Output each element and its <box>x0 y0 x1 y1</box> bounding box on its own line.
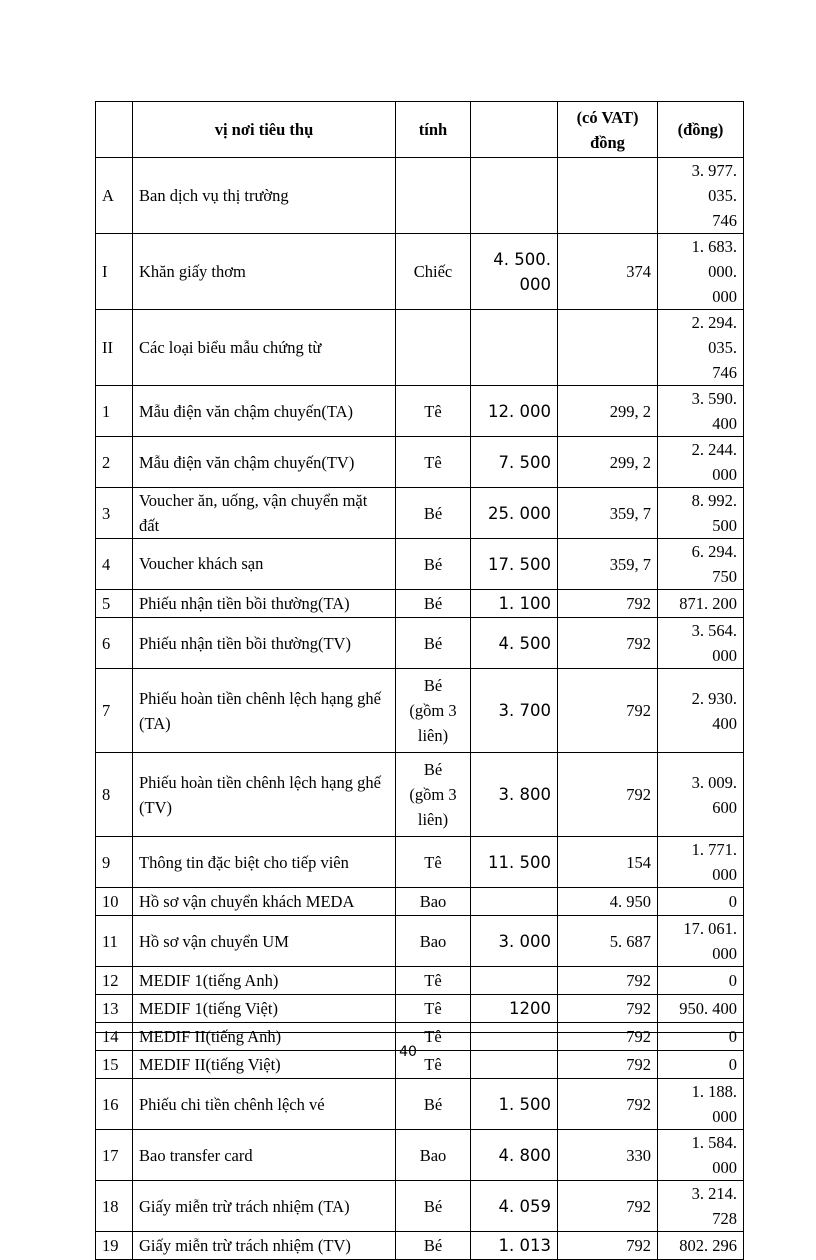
cell-amount: 950. 400 <box>658 995 744 1023</box>
cell-unit-price <box>558 310 658 386</box>
cell-item-name: Voucher khách sạn <box>133 539 396 590</box>
cell-item-name: Giấy miễn trừ trách nhiệm (TV) <box>133 1232 396 1260</box>
cell-unit-price: 792 <box>558 753 658 837</box>
table-row <box>96 967 744 995</box>
cell-item-name: Mẫu điện văn chậm chuyến(TV) <box>133 437 396 488</box>
table-row <box>96 618 744 669</box>
table-row <box>96 916 744 967</box>
cell-unit-price: 5. 687 <box>558 916 658 967</box>
cell-amount: 2. 930. 400 <box>658 669 744 753</box>
cell-quantity: 12. 000 <box>471 386 558 437</box>
cell-item-name: MEDIF II(tiếng Việt) <box>133 1051 396 1079</box>
cell-row-number: 11 <box>96 916 133 967</box>
cell-item-name: MEDIF II(tiếng Anh) <box>133 1023 396 1051</box>
cell-unit-price: 792 <box>558 1232 658 1260</box>
cell-item-name: Bao transfer card <box>133 1130 396 1181</box>
cell-item-name: Mẫu điện văn chậm chuyến(TA) <box>133 386 396 437</box>
cell-unit: Bé <box>396 1181 471 1232</box>
table-row <box>96 310 744 386</box>
table-row <box>96 539 744 590</box>
cell-unit-price: 792 <box>558 669 658 753</box>
cell-unit: Tê <box>396 1051 471 1079</box>
cell-quantity: 11. 500 <box>471 837 558 888</box>
cell-quantity: 1. 100 <box>471 590 558 618</box>
cell-unit-price: 792 <box>558 1023 658 1051</box>
cell-quantity: 4. 500. 000 <box>471 234 558 310</box>
cell-row-number: A <box>96 158 133 234</box>
cell-unit: Chiếc <box>396 234 471 310</box>
cell-row-number: 7 <box>96 669 133 753</box>
cell-unit-price: 154 <box>558 837 658 888</box>
cell-amount: 2. 244. 000 <box>658 437 744 488</box>
footer-rule <box>95 1032 743 1033</box>
cell-unit: Tê <box>396 1023 471 1051</box>
cell-item-name: Phiếu chi tiền chênh lệch vé <box>133 1079 396 1130</box>
cell-quantity: 3. 000 <box>471 916 558 967</box>
table-row <box>96 1181 744 1232</box>
cell-item-name: Giấy miễn trừ trách nhiệm (TA) <box>133 1181 396 1232</box>
table-row <box>96 888 744 916</box>
cell-row-number: 4 <box>96 539 133 590</box>
cell-item-name: Hồ sơ vận chuyển UM <box>133 916 396 967</box>
cell-unit: Tê <box>396 386 471 437</box>
cell-row-number: 19 <box>96 1232 133 1260</box>
table-row <box>96 837 744 888</box>
cell-unit-price <box>558 158 658 234</box>
cell-item-name: Phiếu nhận tiền bồi thường(TA) <box>133 590 396 618</box>
cell-amount: 3. 009. 600 <box>658 753 744 837</box>
cell-row-number: I <box>96 234 133 310</box>
cell-quantity <box>471 888 558 916</box>
cell-unit: Bé <box>396 539 471 590</box>
cell-amount: 6. 294. 750 <box>658 539 744 590</box>
cell-unit: Tê <box>396 837 471 888</box>
table-row <box>96 669 744 753</box>
cell-unit-price: 792 <box>558 1051 658 1079</box>
cell-amount: 1. 683. 000. 000 <box>658 234 744 310</box>
cell-unit-price: 374 <box>558 234 658 310</box>
cell-quantity: 1. 013 <box>471 1232 558 1260</box>
cell-row-number: 2 <box>96 437 133 488</box>
cell-row-number: 18 <box>96 1181 133 1232</box>
table-row <box>96 753 744 837</box>
cell-unit-price: 299, 2 <box>558 386 658 437</box>
table-row <box>96 488 744 539</box>
cell-row-number: 17 <box>96 1130 133 1181</box>
cell-item-name: Hồ sơ vận chuyển khách MEDA <box>133 888 396 916</box>
cell-unit-price: 330 <box>558 1130 658 1181</box>
cell-amount: 802. 296 <box>658 1232 744 1260</box>
cell-quantity: 4. 500 <box>471 618 558 669</box>
cell-amount: 871. 200 <box>658 590 744 618</box>
header-item-name: vị nơi tiêu thụ <box>133 102 396 158</box>
cell-unit-price: 299, 2 <box>558 437 658 488</box>
cell-row-number: 12 <box>96 967 133 995</box>
cell-unit <box>396 158 471 234</box>
table-row <box>96 386 744 437</box>
cell-unit: Tê <box>396 995 471 1023</box>
cell-unit-price: 359, 7 <box>558 539 658 590</box>
cell-quantity <box>471 158 558 234</box>
cell-unit <box>396 310 471 386</box>
cell-quantity <box>471 967 558 995</box>
cell-unit: Bé (gồm 3 liên) <box>396 669 471 753</box>
cell-item-name: Khăn giấy thơm <box>133 234 396 310</box>
cell-unit: Bao <box>396 1130 471 1181</box>
cell-item-name: Phiếu hoàn tiền chênh lệch hạng ghế (TA) <box>133 669 396 753</box>
cell-quantity <box>471 310 558 386</box>
report-table <box>95 101 744 1260</box>
header-amount: (đồng) <box>658 102 744 158</box>
cell-amount: 3. 977. 035. 746 <box>658 158 744 234</box>
cell-unit-price: 792 <box>558 967 658 995</box>
cell-unit: Bao <box>396 916 471 967</box>
cell-quantity: 25. 000 <box>471 488 558 539</box>
page-number: 40 <box>399 1044 417 1060</box>
cell-unit-price: 792 <box>558 1181 658 1232</box>
cell-unit-price: 792 <box>558 995 658 1023</box>
header-row-number <box>96 102 133 158</box>
cell-amount: 0 <box>658 1023 744 1051</box>
cell-quantity: 4. 800 <box>471 1130 558 1181</box>
cell-quantity: 4. 059 <box>471 1181 558 1232</box>
cell-row-number: 14 <box>96 1023 133 1051</box>
cell-item-name: Thông tin đặc biệt cho tiếp viên <box>133 837 396 888</box>
cell-quantity: 3. 700 <box>471 669 558 753</box>
table-row <box>96 995 744 1023</box>
cell-unit-price: 4. 950 <box>558 888 658 916</box>
cell-amount: 0 <box>658 967 744 995</box>
cell-quantity: 7. 500 <box>471 437 558 488</box>
cell-unit: Bé <box>396 1079 471 1130</box>
cell-amount: 1. 771. 000 <box>658 837 744 888</box>
cell-row-number: 8 <box>96 753 133 837</box>
cell-unit: Bé <box>396 618 471 669</box>
cell-unit-price: 359, 7 <box>558 488 658 539</box>
table-row <box>96 158 744 234</box>
cell-unit: Bé (gồm 3 liên) <box>396 753 471 837</box>
cell-quantity: 1200 <box>471 995 558 1023</box>
cell-item-name: Các loại biểu mẫu chứng từ <box>133 310 396 386</box>
header-unit: tính <box>396 102 471 158</box>
cell-unit: Tê <box>396 967 471 995</box>
cell-unit: Bé <box>396 590 471 618</box>
cell-item-name: Voucher ăn, uống, vận chuyển mặt đất <box>133 488 396 539</box>
cell-amount: 17. 061. 000 <box>658 916 744 967</box>
table-row <box>96 1079 744 1130</box>
table-row <box>96 437 744 488</box>
cell-unit: Bé <box>396 1232 471 1260</box>
cell-item-name: MEDIF 1(tiếng Việt) <box>133 995 396 1023</box>
cell-row-number: 6 <box>96 618 133 669</box>
table-row <box>96 1232 744 1260</box>
cell-row-number: 3 <box>96 488 133 539</box>
table-header <box>96 102 744 158</box>
cell-amount: 1. 584. 000 <box>658 1130 744 1181</box>
cell-quantity: 1. 500 <box>471 1079 558 1130</box>
cell-unit: Bé <box>396 488 471 539</box>
cell-amount: 8. 992. 500 <box>658 488 744 539</box>
cell-item-name: Phiếu nhận tiền bồi thường(TV) <box>133 618 396 669</box>
header-quantity <box>471 102 558 158</box>
cell-row-number: 16 <box>96 1079 133 1130</box>
table-body <box>96 102 744 1260</box>
cell-amount: 0 <box>658 888 744 916</box>
cell-amount: 3. 590. 400 <box>658 386 744 437</box>
cell-row-number: 5 <box>96 590 133 618</box>
cell-amount: 0 <box>658 1051 744 1079</box>
cell-item-name: Phiếu hoàn tiền chênh lệch hạng ghế (TV) <box>133 753 396 837</box>
header-unit-price: (có VAT) đồng <box>558 102 658 158</box>
cell-quantity: 17. 500 <box>471 539 558 590</box>
cell-unit-price: 792 <box>558 590 658 618</box>
cell-unit: Bao <box>396 888 471 916</box>
cell-unit-price: 792 <box>558 1079 658 1130</box>
table-row <box>96 1130 744 1181</box>
cell-row-number: 13 <box>96 995 133 1023</box>
cell-item-name: MEDIF 1(tiếng Anh) <box>133 967 396 995</box>
cell-row-number: 9 <box>96 837 133 888</box>
cell-row-number: 15 <box>96 1051 133 1079</box>
cell-amount: 3. 214. 728 <box>658 1181 744 1232</box>
cell-unit-price: 792 <box>558 618 658 669</box>
table-row <box>96 590 744 618</box>
cell-quantity: 3. 800 <box>471 753 558 837</box>
cell-item-name: Ban dịch vụ thị trường <box>133 158 396 234</box>
cell-row-number: 1 <box>96 386 133 437</box>
cell-unit: Tê <box>396 437 471 488</box>
table-row <box>96 234 744 310</box>
cell-amount: 1. 188. 000 <box>658 1079 744 1130</box>
cell-amount: 2. 294. 035. 746 <box>658 310 744 386</box>
cell-row-number: II <box>96 310 133 386</box>
cell-row-number: 10 <box>96 888 133 916</box>
cell-amount: 3. 564. 000 <box>658 618 744 669</box>
